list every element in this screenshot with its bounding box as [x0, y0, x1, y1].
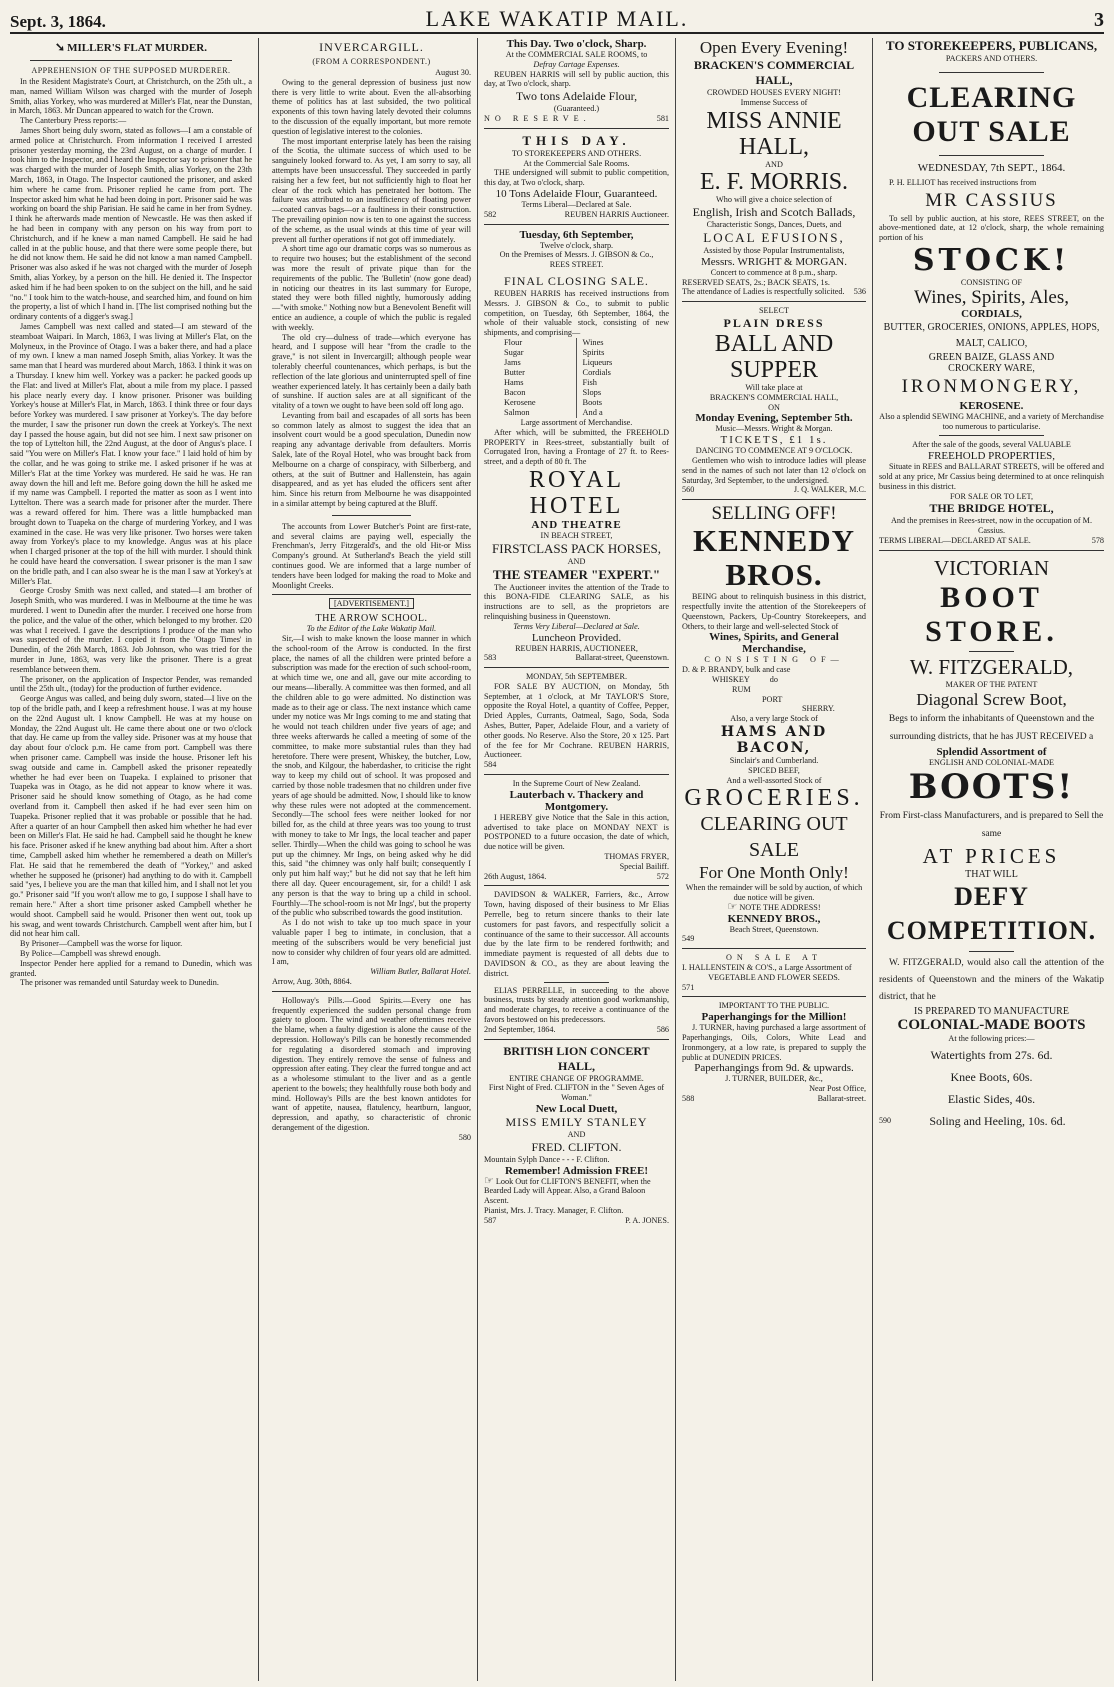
lot-item: Wines — [582, 337, 604, 347]
lot-item: Spirits — [582, 347, 605, 357]
ad-footer: NO RESERVE. 581 — [484, 113, 669, 123]
ad-text: Merchandise, — [742, 643, 806, 656]
ad-text: Splendid Assortment of — [936, 745, 1047, 758]
dateline: August 30. — [435, 68, 471, 77]
ad-body: FOR SALE BY AUCTION, on Monday, 5th September, at 1 o'clock, at Mr TAYLOR'S Store, opposite the Royal Hotel, a quantity of Coffee, Pepper, Dried Apples, Currants, Oatmeal, Sago, Soda, Soda Ashes, Butter, Paper, Adelaide Flour, and a variety of other goods. No Reserve. Also the Store, 20 x 125. Part of the fee for Mr Cochrane. REUBEN HARRIS, Auctioneer. — [484, 681, 669, 760]
ad-text: Lauterbach v. Thackery and Montgomery. — [509, 788, 644, 813]
ad-text: Twelve o'clock, sharp. — [539, 240, 614, 250]
ad-body: Gentlemen who wish to introduce ladies will please send in the names of such not later than 12 o'clock on Saturday, 3rd September, to the undersigned. — [682, 455, 866, 485]
lot-item: Bacon — [504, 388, 577, 398]
price-item: Elastic Sides, 40s. — [947, 1092, 1036, 1107]
ad-title: IRONMONGERY, — [901, 375, 1082, 397]
ad-body: After which, will be submitted, the FREEHOLD PROPERTY in Rees-street, substantially built of Corrugated Iron, having a Frontage of 27 ft. to Rees-street, and a depth of 80 ft. The — [484, 427, 669, 467]
ad-title: AT PRICES — [922, 844, 1061, 869]
paragraph: Levanting from bail and escapades of all sorts has been so common lately as almost to suggest the idea that an insolvent court would be a good speculation, Dunedin now reaping any advantage derivable from defaulters. Morris Salek, late of the Royal Hotel, who was brought back from Melbourne on a charge of conspiracy, with Silberberg, and others, at the suit of Buttner and Hallenstein, has again disappeared, and as yet has eluded the officers sent after him. Since his return from Melbourne he was disappointed in a similar attempt by being captured at the Bluff. — [272, 410, 471, 509]
ad-heading: ON SALE AT — [726, 953, 822, 963]
ad-text: Concert to commence at 8 p.m., sharp. — [710, 267, 838, 277]
ad-title: ROYAL HOTEL — [528, 466, 624, 519]
ad-title: BOOTS! — [908, 767, 1075, 808]
letter-place: Arrow, Aug. 30th, 8864. — [272, 976, 352, 986]
paragraph: Inspector Pender here applied for a remand to Dunedin, which was granted. — [10, 958, 252, 978]
ad-body: THE undersigned will submit to public competition, this day, at Two o'clock, sharp. — [484, 168, 669, 188]
ad-text: I. HALLENSTEIN & CO'S., a Large Assortment of — [682, 963, 852, 973]
paragraph: The most important enterprise lately has been the raising of the Scotia, the ultimate success of which used to be sanguinely looked forward to. As yet, I am sorry to say, all attempts have been unsuccessful. They succeeded in partly raising her a few feet, but not sufficiently high to float her clear of the rock which has penetrated her bottom. The failure was attributed to an insufficiency of floating power—coated canvas bags—or a faultiness in their construction. The prevailing opinion now is ten to one against the success of the scheme, as the usual winds at this time of year will prevent all further operations if not got off immediately. — [272, 136, 471, 244]
ad-title: CLEARING OUT SALE — [700, 813, 848, 862]
article-body-butchers-point: The accounts from Lower Butcher's Point are first-rate, and several claims are paying well, especially the Frenchman's, Jerry Fitzgerald's, and the old Hit-or Miss Company's ground. At Sutherland's Beach the yield still continues good. We are informed that a large number of tenders have been lodged for making the road to Moke and Moonlight Creeks. — [272, 521, 471, 590]
ad-heading: IMPORTANT TO THE PUBLIC. — [718, 1001, 830, 1011]
ad-title: VICTORIAN — [933, 555, 1050, 580]
ad-text: And a well-assorted Stock of — [726, 775, 822, 785]
ad-text: Will take place at — [745, 382, 803, 392]
ad-text: CROCKERY WARE, — [948, 362, 1035, 374]
ad-number: 584 — [484, 760, 497, 770]
ad-number: 571 — [682, 982, 695, 992]
ad-footer: The attendance of Ladies is respectfully solicited. 536 — [682, 287, 866, 297]
ad-text: Paperhangings from 9d. & upwards. — [694, 1062, 854, 1075]
ad-text: DANCING TO COMMENCE AT 9 O'CLOCK. — [695, 446, 853, 456]
ad-text: Large assortment of Merchandise. — [520, 417, 633, 427]
lot-list — [484, 338, 669, 418]
ad-number: 549 — [682, 934, 695, 944]
ad-heading: For One Month Only! — [699, 863, 849, 883]
ad-text: THE STEAMER "EXPERT." — [492, 566, 661, 582]
ad-text: KEROSENE. — [959, 399, 1024, 412]
ad-text: BRACKEN'S COMMERCIAL HALL, — [709, 392, 839, 402]
lot-item: Sugar — [504, 348, 577, 358]
lot-item: Slops — [582, 387, 602, 397]
ad-footer: 588 Ballarat-street. — [682, 1094, 866, 1104]
ad-text: LOCAL EFUSIONS, — [703, 229, 845, 245]
ad-text: AND — [567, 1129, 586, 1139]
ad-text: Immense Success of — [740, 97, 808, 107]
ad-title: MISS ANNIE HALL, — [706, 107, 842, 160]
ad-footer: 560 J. Q. WALKER, M.C. — [682, 485, 866, 495]
ad-body: To sell by public auction, at his store, REES STREET, on the above-mentioned date, at 12 o'clock, sharp, the whole remaining portion of his — [879, 213, 1104, 243]
lot-item: Flour — [504, 338, 577, 348]
ad-text: At the following prices:— — [948, 1034, 1035, 1044]
price-item: Watertights from 27s. 6d. — [930, 1048, 1053, 1063]
ad-text: Paperhangings for the Million! — [701, 1011, 847, 1024]
lot-item: Butter — [504, 368, 577, 378]
ad-text: PACKERS AND OTHERS. — [945, 54, 1038, 63]
ad-body: I HEREBY give Notice that the Sale in this action, advertised to take place on MONDAY NEXT is POSTPONED to a future occasion, the date of which, due notice will be given. — [484, 812, 669, 852]
ad-body: BEING about to relinquish business in this district, respectfully invite the attention of the Storekeepers of Queenstown, Packers, Up-Country Storekeepers, and Others, to their large and well-selected Stock of — [682, 592, 866, 631]
ad-heading: Open Every Evening! — [699, 38, 849, 57]
letter-address: To the Editor of the Lake Wakatip Mail. — [306, 624, 437, 634]
ad-title: FINAL CLOSING SALE. — [504, 273, 649, 288]
ad-text: At the Commercial Sale Rooms. — [523, 158, 630, 168]
ad-text: CROWDED HOUSES EVERY NIGHT! — [706, 88, 842, 97]
ad-item: Two tons Adelaide Flour, — [515, 89, 638, 104]
paragraph: James Short being duly sworn, stated as follows—I am a constable of armed police at Christchurch. From information I received I arrested prisoner yesterday morning, the 23rd August, on a charge of murder. I took him to the Inspector, and I heard the Inspector say to prisoner that he was charged with the murder of Joseph Smith, alias Yorkey, on the 23th March, 1863, in Otago. The Inspector cautioned the prisoner, and asked him where he came from. Prisoner replied he came from port. The Inspector asked him what he had been doing in port. Prisoner said he was working on board the ship Parisian. He said he came in her from Sydney. I think he afterwards made mention of Newcastle. He was then asked if he had been in company with any person on his way from port to Christchurch, and if he knew a man named Campbell. He said he had called in at the public house, and that there were some people there, but he did not know them. He said he did not know a man named Campbell. Prisoner was also asked if he was not charged with the murder of Joseph Smith, alias Yorkey, by a person on the hill. He denied it. The Inspector asked him if he had been spoken to on the subject on the hill, and he said "no." I took him to the watch-house, and searched him, and found on him the property, a list of which I hand in. [The list comprised nothing but the ordinary contents of a digger's swag.] — [10, 125, 252, 322]
ad-text: Pianist, Mrs. J. Tracy. Manager, F. Clifton. — [484, 1205, 624, 1215]
ad-text: VEGETABLE AND FLOWER SEEDS. — [708, 972, 840, 982]
column-3 — [478, 38, 676, 1681]
ad-text: Luncheon Provided. — [531, 631, 622, 644]
ad-text: Special Bailiff. — [619, 861, 669, 871]
pointing-hand-icon: ☞ — [484, 1174, 494, 1187]
ad-text: CONSISTING OF— — [704, 655, 844, 665]
ad-text: Beach Street, Queenstown. — [729, 924, 819, 934]
ad-item: 10 Tons Adelaide Flour, Guaranteed. — [495, 187, 658, 200]
ad-text: On the Premises of Messrs. J. GIBSON & Co., — [499, 250, 654, 260]
ad-text: MISS EMILY STANLEY — [505, 1114, 648, 1129]
lot-item: Fish — [582, 377, 597, 387]
ad-text: First Night of Fred. CLIFTON in the " Seven Ages of Woman." — [488, 1083, 665, 1103]
ad-footer: 583 Ballarat-street, Queenstown. — [484, 653, 669, 663]
ad-text: Monday Evening, September 5th. — [695, 412, 853, 425]
ad-text: THAT WILL — [965, 869, 1018, 881]
ad-body: J. TURNER, having purchased a large assortment of Paperhangings, Oils, Colors, White Lead and Ironmongery, at a low rate, is prepared to supply the public at DUNEDIN PRICES. — [682, 1023, 866, 1062]
article-heading-murder: ➘ MILLER'S FLAT MURDER. — [55, 40, 207, 54]
ad-text: Diagonal Screw Boot, — [916, 689, 1067, 709]
lot-item: Jams — [504, 358, 577, 368]
column-4 — [676, 38, 873, 1681]
ad-footer: 2nd September, 1864. 586 — [484, 1024, 669, 1034]
lot-item: And a — [582, 407, 603, 417]
ad-text: FOR SALE OR TO LET, — [949, 491, 1034, 501]
ad-text: REUBEN HARRIS, AUCTIONEER, — [515, 643, 638, 653]
ad-text: Mountain Sylph Dance - - - F. Clifton. — [484, 1154, 610, 1164]
ad-text: THOMAS FRYER, — [604, 852, 669, 862]
ad-text: BRACKEN'S COMMERCIAL HALL, — [693, 58, 855, 87]
ad-text: Terms Very Liberal—Declared at Sale. — [513, 621, 640, 631]
ad-title: CLEARING OUT SALE — [906, 80, 1077, 148]
ad-heading: This Day. Two o'clock, Sharp. — [506, 38, 647, 50]
price-item: 590 Soling and Heeling, 10s. 6d. — [879, 1114, 1066, 1129]
ad-body: W. FITZGERALD, would also call the attention of the residents of Queenstown and the miners of the Wakatip district, that he — [879, 958, 1104, 1003]
page-number: 3 — [1094, 9, 1104, 31]
ad-text: SHERRY. — [802, 704, 835, 714]
ad-text: CORDIALS, — [961, 307, 1022, 320]
paragraph: A short time ago our dramatic corps was so numerous as to require two houses; but the establishment of the second was more the result of private pique than for the requirements of the public. The 'Bulletin' (now gone dead) in noticing our theatres in its last summary for Europe, stated they were both filled nightly, humorously adding—"with smoke." Nothing now but a Benevolent Benefit will entice an audience, a couple of which the public is regaled with weekly. — [272, 244, 471, 332]
ad-text: FREEHOLD PROPERTIES, — [927, 450, 1056, 463]
pointing-hand-icon: ☞ — [727, 900, 738, 913]
ad-text: ENTIRE CHANGE OF PROGRAMME. — [509, 1073, 644, 1083]
ad-text: TO STOREKEEPERS AND OTHERS. — [511, 148, 642, 158]
ad-title: W. FITZGERALD, — [909, 654, 1074, 679]
ad-text: ENGLISH AND COLONIAL-MADE — [928, 757, 1055, 767]
ad-text: ☞ Look Out for CLIFTON'S BENEFIT, when the Bearded Lady will Appear. Also, a Grand Baloon Ascent. — [484, 1174, 651, 1206]
ad-text: WHISKEY do — [712, 674, 778, 684]
paragraph: In the Resident Magistrate's Court, at Christchurch, on the 25th ult., a man, named William Wilson was charged with the murder of Joseph Smith, alias Yorkey, who was murdered at Miller's Flat, near the Dunstan, in March, 1863. Mr Duncan appeared to watch for the Crown. — [10, 77, 252, 116]
article-body-murder — [10, 77, 252, 988]
ad-footer: 587 P. A. JONES. — [484, 1215, 669, 1225]
ad-footer: TERMS LIBERAL—DECLARED AT SALE. 578 — [879, 535, 1104, 545]
ad-title: DEFY COMPETITION. — [886, 882, 1097, 946]
paragraph: James Campbell was next called and stated—I am steward of the steamboat Waipari. In March, 1863, I was living at Miller's Flat, on the Molyneux, in the Province of Otago. I was a baker there, and had a place of my own. I knew a man named Joseph Smith, alias Yorkey. It was the same man that I heard was murdered about March, 1863. I think it was on a Thursday. I knew him well. Yorkey was a packer: he packed goods up the Flat: and lived at Miller's Flat, about a mile from my place. I passed his place nearly every day. I know prisoner. Prisoner was building Yorkey's house at Miller's Flat, in March, 1863. I think three or four days before Yorkey was murdered. I saw prisoner at Yorkey's. The day before the murder, I saw the prisoner run down the creek at Yorkey's. The next day I passed the house again, but did not see him. I next saw prisoner on the top of Lyttelton hill, the 22nd August, at the door of Angus's place. I said "You were on Miller's Flat. I know your face." I laid hold of him by the collar, and he was going to strike me. I asked prisoner if he was at Miller's Flat at the time Yorkey was murdered. He said he was. He ran away down the hill and left me. Before going down the hill he asked me if my name was Campbell. I reported the matter as soon as I went into Lyttelton. There was a search made for prisoner after the murder. There was a reward offered for him. There was a little humpbacked man brought down to Tuapeka on the charge of murdering Yorkey, and I was examined in the case. He was very like prisoner. Two horses were taken away from Yorkey's place to my knowledge. Angus was at his place when I charged prisoner at the top of the hill with murder. I should think he could have heard the conversation. I swear prisoner is the man I saw on the bridle path, and I can also swear he is the man I saw at Yorkey's at Miller's Flat. — [10, 321, 252, 586]
lot-item: Liqueurs — [582, 357, 613, 367]
ad-text: Near Post Office, — [809, 1084, 866, 1094]
ad-title: STOCK! — [912, 242, 1071, 278]
ad-text: KENNEDY BROS., — [727, 912, 821, 925]
ad-text: Terms Liberal—Declared at Sale. — [521, 199, 632, 209]
ad-body: DAVIDSON & WALKER, Farriers, &c., Arrow Town, having disposed of their business to Mr Elias Perrelle, beg to return sincere thanks to their late customers for past favors, and respectfully solicit a continuance of the same to their successor. All accounts due by the late firm to be rendered forthwith; and immediate payment is requested of all debts due to DAVIDSON & CO., as they are about leaving the district. — [484, 890, 669, 978]
ad-title: KENNEDY BROS. — [692, 523, 855, 593]
paragraph: The Canterbury Press reports:— — [20, 116, 127, 126]
ad-text: Characteristic Songs, Dances, Duets, and — [706, 220, 842, 230]
letter-body: Sir,—I wish to make known the loose manner in which the school-room of the Arrow is conducted. In the first place, the names of all the children were printed before a subscription was made for the erection of such school-room, at which time we, one and all, gave our mite according to our means—liberally. A committee was then formed, and all the children able to go were admitted. No distinction was made as to their age or class. The next instance which came under my notice was Mr Ings coming to me and stating that he would not teach children under five years of age; and three weeks afterwards he called a meeting of some of the committee, to make more substantial rules than they had heretofore. There were present, Whiskey, the butcher, Low, the snob, and Kilgour, the haberdasher, to criticise the right way to keep my child out of school. It was proposed and carried by those noble tradesmen that no children under five years of age should be admitted. Now, I should like to know why these rules were not adopted at the commencement. Secondly—The school fees were neither looked for nor billed for, as the child at three years was too young to trust with money to take to Mr Ings, the local teacher and paper seller. Thirdly—When the child was going to school he was put up the chimney. Mr Ings, on being asked why he did this, said "the chimney was only half built; consequently I only put him half way;" but he did not say that he left him there all day. Queer encouragement, sir, for a child! I ask any person is that the way to bring up a child in school. Fourthly—The school-room is not Mr Ings', but the property of the public who subscribed towards the good institution. As I do not wish to take up too much space in your valuable paper I beg to intimate, in conclusion, that a meeting of the subscribers would be very beneficial just now to consider why children of four years old are admitted. I am, — [272, 634, 471, 967]
lot-item: Hams — [504, 378, 577, 388]
ad-text: COLONIAL-MADE BOOTS — [897, 1017, 1086, 1034]
ad-text: AND — [567, 556, 586, 566]
ad-text: Wines, Spirits, and General — [709, 631, 839, 644]
lot-item: Salmon — [504, 408, 577, 418]
paragraph: George Angus was called, and being duly sworn, stated—I live on the top of the bridle path, and I keep a refreshment house. I was at my house on the 22nd August ult. I know Campbell. He was at my house on Monday, the 22nd August ult. He came there about one or two o'clock that day. He came up from the valley side. Prisoner was at my house that day about four o'clock p.m. He came from port. Campbell was there when prisoner came. Campbell was inside the house. Prisoner left his swag outside and came in. Campbell asked the prisoner repeatedly whether he had ever been on Tuapeka. I explained to prisoner that Tuapeka was in Otago, as he did not appear to know where it was. Prisoner said he should know something of Otago, as he had come overland from it. Campbell then asked if he had ever seen him on Tuapeka. Prisoner replied that it was probable or possible that he had. After a quarter of an hour Campbell then asked him whether he had ever been on Miller's Flat. He said he had. Campbell said he thought he knew his face. Prisoner asked if he knew anything bad about him. After a short time, Campbell asked him whether he remembered a death on Miller's Flat. He said that he remembered the death of "Yorkey," and asked whether he supposed he (prisoner) had anything to do with it. Campbell said "yes, I believe you are the man that killed him, and I shall not let you go." Prisoner said "If you won't allow me to go, I suppose I shall have to remain here." After a short time prisoner asked Campbell whether he would shoot. Campbell said he would. Prisoner then went out, took up his swag, and went towards Christchurch. Campbell went after him, but I did not hear him call. — [10, 694, 252, 939]
holloway-pills-ad: Holloway's Pills.—Good Spirits.—Every one has frequently experienced the sudden personal change from gaiety to gloom. The wind and weather oftentimes receive the blame, when a faulty digestion is alone the cause of the depression. Holloway's Pills can be honestly recommended for regulating a disordered stomach and improving digestion. They entirely remove the sense of fulness and oppression after eating. They clear the furred tongue and act as a wholesome stimulant to the liver and as a gentle aperient to the bowels; they healthfully rouse both body and mind. Holloway's Pills are the best known antidotes for want of appetite, nausea, flatulency, heartburn, languor, depression, and apathy, so characteristic of chronic derangement of the digestion. — [272, 995, 471, 1133]
ad-body: REUBEN HARRIS will sell by public auction, this day, at Two o'clock, sharp. — [484, 69, 669, 89]
ad-text: THE BRIDGE HOTEL, — [929, 501, 1054, 516]
masthead — [10, 8, 1104, 34]
ad-title: BALL AND SUPPER — [714, 330, 834, 383]
ad-text: At the COMMERCIAL SALE ROOMS, to — [505, 50, 648, 59]
ad-text: AND — [765, 159, 783, 169]
ad-text: When the remainder will be sold by auction, of which due notice will be given. — [685, 883, 863, 903]
ad-text: TICKETS, £1 1s. — [720, 434, 828, 447]
ad-text: New Local Duett, — [535, 1102, 618, 1115]
lot-item: Kerosene — [504, 398, 577, 408]
letter-signature: William Butler, Ballarat Hotel. — [370, 967, 471, 977]
ad-text: IS PREPARED TO MANUFACTURE — [914, 1006, 1069, 1018]
paragraph: George Crosby Smith was next called, and stated—I am brother of Joseph Smith, who was murdered. I was in Melbourne at the time he was murdered. I went to Dunedin after the murder. I received one horse from the police, and the value of the other, which belonged to my brother. £20 was what I received. I gave the descriptions I produce of the man who was suspected of the murder. I copied it from the 'Otago Times' in Dunedin, of the 26th March, 1863. Job Johnson, who was tried for the murder in June, 1863, was very like the prisoner. There is a great resemblance between them. — [10, 586, 252, 674]
paragraph: By Police—Campbell was shrewd enough. — [20, 948, 161, 958]
pointer-icon: ➘ — [55, 40, 66, 54]
ad-body: Situate in REES and BALLARAT STREETS, will be offered and sold at any price, Mr Cassius being determined to at once relinquish business in this district. — [879, 462, 1104, 491]
ad-text: MAKER OF THE PATENT — [945, 679, 1038, 689]
ad-text: Remember! Admission FREE! — [505, 1164, 648, 1177]
ad-text: CONSISTING OF — [960, 277, 1023, 287]
column-1 — [10, 38, 259, 1681]
ad-text: PLAIN DRESS — [723, 315, 825, 330]
ad-footer: 582 REUBEN HARRIS Auctioneer. — [484, 209, 669, 219]
ad-title: BOOT STORE. — [925, 580, 1058, 648]
ad-heading: In the Supreme Court of New Zealand. — [512, 779, 641, 789]
ad-text: Who will give a choice selection of — [716, 195, 832, 205]
newspaper-title: LAKE WAKATIP MAIL. — [425, 6, 689, 31]
ad-text: SPICED BEEF, — [748, 765, 800, 775]
ad-text: And the premises in Rees-street, now in the occupation of M. Cassius. — [890, 516, 1092, 536]
price-item: Knee Boots, 60s. — [950, 1070, 1033, 1085]
ad-text: ☞ NOTE THE ADDRESS! — [727, 900, 821, 913]
article-body-invercargill — [272, 78, 471, 509]
lot-item: Cordials — [582, 367, 611, 377]
ad-text: D. & P. BRANDY, bulk and case — [682, 665, 791, 675]
ad-heading: Tuesday, 6th September, — [519, 228, 634, 241]
ad-text: Assisted by those Popular Instrumentalists, — [703, 245, 845, 255]
paragraph: The prisoner was remanded until Saturday week to Dunedin. — [20, 978, 219, 988]
ad-title: GROCERIES. — [684, 785, 864, 812]
ad-text: Messrs. WRIGHT & MORGAN. — [701, 255, 847, 268]
ad-text: From First-class Manufacturers, and is prepared to Sell the same — [879, 811, 1104, 840]
ad-text: ON — [768, 402, 780, 412]
ad-body: REUBEN HARRIS has received instructions from Messrs. J. GIBSON & Co., to submit to public competition, on Tuesday, 6th September, 1864, the whole of their valuable stock, consisting of new shipments, and comprising— — [484, 288, 669, 338]
ad-text: FRED. CLIFTON. — [531, 1139, 622, 1154]
ad-text: PORT — [762, 694, 783, 704]
ad-text: English, Irish and Scotch Ballads, — [692, 205, 856, 220]
column-5 — [873, 38, 1104, 1681]
article-subheading: (FROM A CORRESPONDENT.) — [312, 57, 431, 66]
ad-text: Sinclair's and Cumberland. — [729, 755, 819, 765]
paragraph: By Prisoner—Campbell was the worse for liquor. — [20, 939, 183, 949]
ad-heading: THIS DAY. — [522, 132, 631, 148]
ad-heading: TO STOREKEEPERS, PUBLICANS, — [885, 38, 1098, 53]
ad-heading: MONDAY, 5th SEPTEMBER. — [526, 672, 627, 682]
column-2 — [266, 38, 478, 1681]
ad-text: RUM — [732, 684, 751, 694]
ad-text: REES STREET. — [549, 260, 604, 270]
ad-text: (Guaranteed.) — [553, 104, 600, 114]
ad-title: E. F. MORRIS. — [699, 169, 849, 196]
article-subheading: APPREHENSION OF THE SUPPOSED MURDERER. — [31, 66, 231, 75]
paragraph: The prisoner, on the application of Inspector Pender, was remanded until the 25th ult., (today) for the production of further evidence. — [10, 674, 252, 694]
ad-text: GREEN BAIZE, GLASS AND — [928, 351, 1055, 363]
ad-text: Defray Cartage Expenses. — [533, 59, 620, 69]
ad-text: IN BEACH STREET, — [540, 530, 613, 540]
ad-text: BUTTER, GROCERIES, ONIONS, APPLES, HOPS, MALT, CALICO, — [883, 321, 1100, 349]
ad-text: FIRSTCLASS PACK HORSES, — [492, 540, 661, 556]
advertisement-tag: [ADVERTISEMENT.] — [272, 599, 471, 609]
ad-footer: 26th August, 1864. 572 — [484, 871, 669, 881]
ad-text: WEDNESDAY, 7th SEPT., 1864. — [917, 161, 1066, 174]
ad-body: The Auctioneer invites the attention of the Trade to this BONA-FIDE CLEARING SALE, as his instructions are to sell, as the proprietors are relinquishing business in Queenstown. — [484, 582, 669, 621]
ad-text: Wines, Spirits, Ales, — [914, 286, 1069, 308]
letter-heading: THE ARROW SCHOOL. — [315, 613, 428, 625]
ad-body: ELIAS PERRELLE, in succeeding to the above business, trusts by steady attention good workmanship, and moderate charges, to receive a continuance of the favors bestowed on his predecessors. — [484, 985, 669, 1024]
ad-text: Also, a very large Stock of — [730, 714, 818, 724]
ad-number: 580 — [458, 1132, 471, 1142]
ad-text: RESERVED SEATS, 2s.; BACK SEATS, 1s. — [682, 277, 830, 287]
ad-text: Music—Messrs. Wright & Morgan. — [715, 424, 833, 434]
lot-item: Boots — [582, 397, 603, 407]
ad-title: MR CASSIUS — [925, 189, 1058, 211]
ad-text: Also a splendid SEWING MACHINE, and a variety of Merchandise too numerous to particularise. — [879, 411, 1104, 431]
ad-body: P. H. ELLIOT has received instructions from — [889, 177, 1037, 187]
ad-heading: BRITISH LION CONCERT HALL, — [503, 1043, 650, 1073]
ad-text: J. TURNER, BUILDER, &c., — [725, 1074, 823, 1084]
ad-text: Begs to inform the inhabitants of Queenstown and the surrounding districts, that he has JUST RECEIVED a — [888, 713, 1095, 742]
issue-date: Sept. 3, 1864. — [10, 12, 106, 31]
ad-text: After the sale of the goods, several VALUABLE — [912, 440, 1071, 450]
ad-heading: SELLING OFF! — [711, 503, 837, 525]
ad-text: SELECT — [758, 306, 790, 316]
ad-title: HAMS AND BACON, — [720, 723, 828, 756]
paragraph: Owing to the general depression of business just now there is very little to write about. Even the all-absorbing theme of politics has at last subsided, the two political exponents of this town having lately devoted their columns to the discussion of the equally important, but more remote question of legislative interest to the colonies. — [272, 77, 471, 136]
article-heading-invercargill: INVERCARGILL. — [319, 40, 424, 54]
paragraph: The old cry—dulness of trade—which everyone has heard, and I suppose will hear "from the cradle to the grave," is not silent in Invercargill; although people wear tolerably cheerful countenances, which perhaps, is but the reflection of the late glorious and uninterrupted spell of fine weather experienced lately. It has certainly been a daily bath of sunshine. If auction sales are at all significant of the vitality of a town we ought to have been sold off long ago. — [272, 332, 471, 411]
ad-text: AND THEATRE — [531, 518, 622, 531]
